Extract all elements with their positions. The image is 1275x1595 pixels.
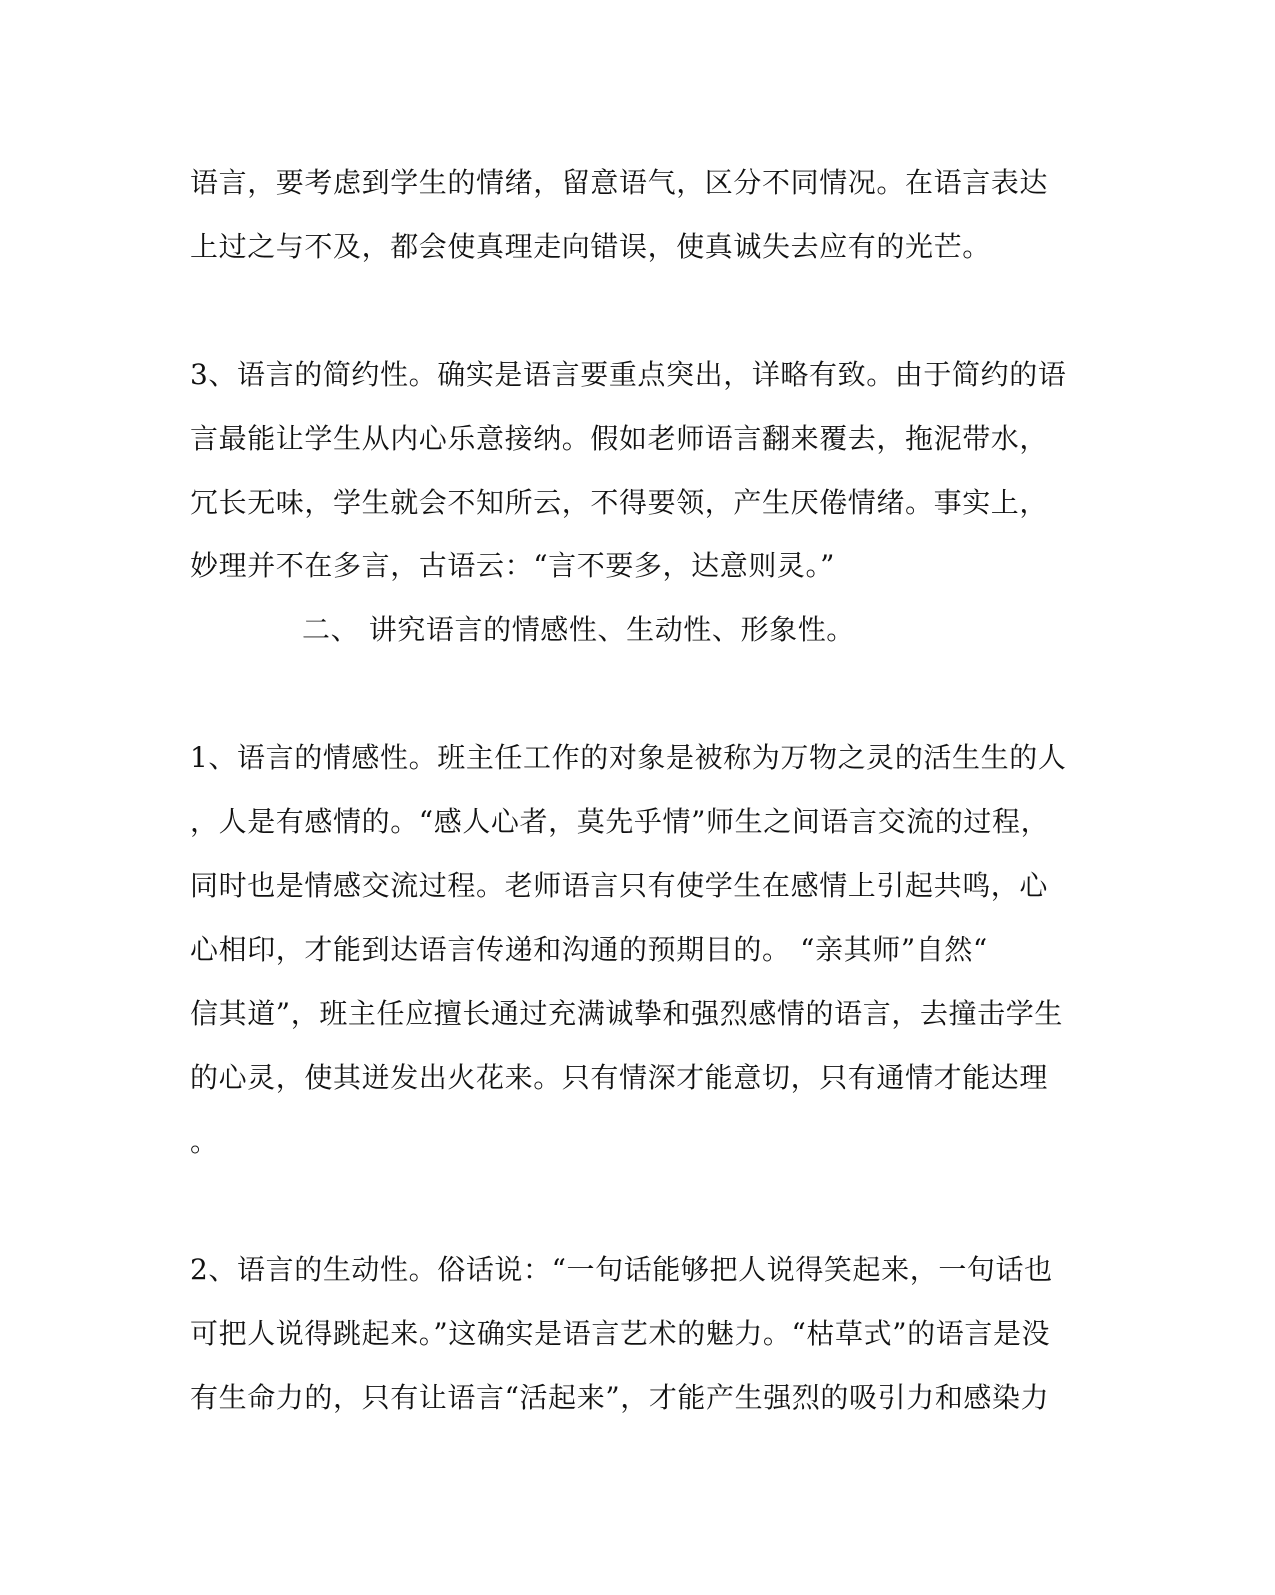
section-heading: 二、 讲究语言的情感性、生动性、形象性。 xyxy=(302,613,855,646)
text-line: 冗长无味，学生就会不知所云，不得要领，产生厌倦情绪。事实上， xyxy=(190,486,1049,519)
paragraph-3-line: 3、语言的简约性。确实是语言要重点突出，详略有致。由于简约的语 xyxy=(190,358,1067,391)
paragraph-1-line: 1、语言的情感性。班主任工作的对象是被称为万物之灵的活生生的人 xyxy=(190,741,1067,774)
text-line: 信其道”，班主任应擅长通过充满诚挚和强烈感情的语言，去撞击学生 xyxy=(190,997,1063,1030)
text-line: 心相印，才能到达语言传递和沟通的预期目的。 “亲其师”自然“ xyxy=(190,933,988,966)
text-line: 上过之与不及，都会使真理走向错误，使真诚失去应有的光芒。 xyxy=(190,230,991,263)
text-line: 可把人说得跳起来。”这确实是语言艺术的魅力。“枯草式”的语言是没 xyxy=(190,1317,1051,1350)
text-line: 语言，要考虑到学生的情绪，留意语气，区分不同情况。在语言表达 xyxy=(190,166,1049,199)
text-line: 言最能让学生从内心乐意接纳。假如老师语言翻来覆去，拖泥带水， xyxy=(190,422,1049,455)
text-line: 的心灵，使其迸发出火花来。只有情深才能意切，只有通情才能达理 xyxy=(190,1061,1049,1094)
text-line: 同时也是情感交流过程。老师语言只有使学生在感情上引起共鸣，心 xyxy=(190,869,1049,902)
text-line: ，人是有感情的。“感人心者，莫先乎情”师生之间语言交流的过程， xyxy=(190,805,1050,838)
text-line: 。 xyxy=(190,1125,219,1158)
text-line: 有生命力的，只有让语言“活起来”，才能产生强烈的吸引力和感染力 xyxy=(190,1381,1050,1414)
paragraph-2-line: 2、语言的生动性。俗话说：“一句话能够把人说得笑起来，一句话也 xyxy=(190,1253,1053,1286)
text-line: 妙理并不在多言，古语云：“言不要多，达意则灵。” xyxy=(190,549,836,582)
